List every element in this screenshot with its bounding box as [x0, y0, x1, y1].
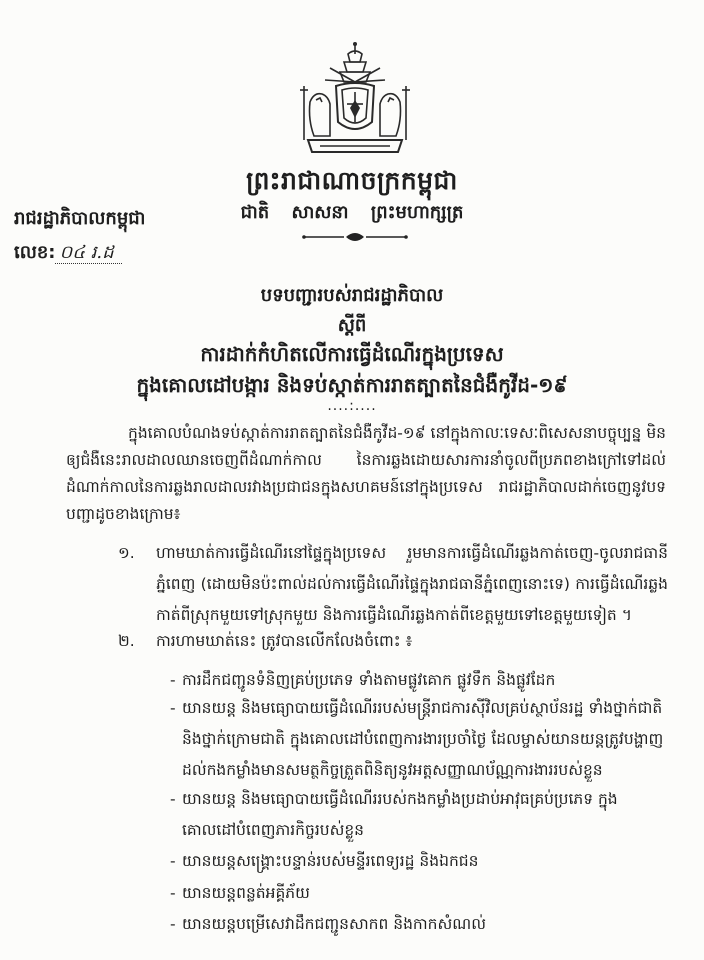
exception-text: យានយន្ត និងមធ្យោបាយធ្វើដំណើររបស់កងកម្លាំងប្រដាប់អាវុធគ្រប់ប្រភេទ ក្នុងគោលដៅបំពេញភារកិច្ចរបស់ខ្លួន	[182, 790, 618, 839]
reference-line	[14, 240, 122, 267]
divider-ornament-icon	[300, 229, 410, 245]
exception-dash: -	[170, 790, 176, 808]
exception-item	[170, 665, 666, 696]
intro-paragraph: ក្នុងគោលបំណងទប់ស្កាត់ការរាតត្បាតនៃជំងឺកូវីដ-១៩ នៅក្នុងកាលៈទេសៈពិសេសនាបច្ចុប្បន្ន មិនឲ្យជំងឺនេះរាលដាលឈានចេញពីដំណាក់កាល នៃការឆ្លងដោយសារការនាំចូលពីប្រភពខាងក្រៅទៅដល់ដំណាក់កាលនៃការឆ្លងរាលដាលរវាងប្រជាជនក្នុងសហគមន៍នៅក្នុងប្រទេស រាជរដ្ឋាភិបាលដាក់ចេញនូវបទបញ្ជាដូចខាងក្រោម៖	[66, 424, 666, 523]
issuer-name: រាជរដ្ឋាភិបាលកម្ពុជា	[14, 208, 146, 229]
title-line-1: បទបញ្ជារបស់រាជរដ្ឋាភិបាល	[260, 285, 444, 306]
title-line-4: ក្នុងគោលដៅបង្ការ និងទប់ស្កាត់ការរាតត្បាតនៃជំងឺកូវីដ-១៩	[136, 373, 568, 397]
exception-item	[170, 909, 666, 940]
exception-dash: -	[170, 852, 176, 870]
list-item-2	[118, 626, 668, 657]
exception-text: យានយន្តបម្រើសេវាដឹកជញ្ជូនសាកព និងកាកសំណល់	[182, 915, 486, 933]
list-item-text: ហាមឃាត់ការធ្វើដំណើរនៅផ្ទៃក្នុងប្រទេស រួមមានការធ្វើដំណើរឆ្លងកាត់ចេញ-ចូលរាជធានីភ្នំពេញ (ដោយមិនប៉ះពាល់ដល់ការធ្វើដំណើរផ្ទៃក្នុងរាជធានីភ្នំពេញនោះទេ) ការធ្វើដំណើរឆ្លងកាត់ពីស្រុកមួយទៅស្រុកមួយ និងការធ្វើដំណើរឆ្លងកាត់ពីខេត្តមួយទៅខេត្តមួយទៀត ។	[156, 544, 668, 624]
exception-dash: -	[170, 699, 176, 717]
title-line-3: ការដាក់កំហិតលើការធ្វើដំណើរក្នុងប្រទេស	[200, 342, 504, 366]
national-motto: ជាតិ សាសនា ព្រះមហាក្សត្រ	[240, 202, 464, 223]
exception-dash: -	[170, 671, 176, 689]
list-item-1	[118, 538, 668, 634]
royal-arms-emblem-icon	[300, 40, 410, 162]
exception-text: យានយន្តពន្លត់អគ្គីភ័យ	[182, 884, 310, 902]
exception-dash: -	[170, 915, 176, 933]
exception-item	[170, 846, 666, 877]
exception-text: ការដឹកជញ្ជូនទំនិញគ្រប់ប្រភេទ ទាំងតាមផ្លូវគោក ផ្លូវទឹក និងផ្លូវដែក	[182, 671, 556, 689]
exception-item	[170, 693, 666, 786]
list-item-number: ២.	[118, 632, 135, 650]
exception-item	[170, 784, 666, 846]
list-item-number: ១.	[118, 544, 135, 562]
exception-item	[170, 878, 666, 909]
title-separator: ....:....	[327, 398, 377, 414]
kingdom-name: ព្រះរាជាណាចក្រកម្ពុជា	[246, 166, 458, 195]
list-item-text: ការហាមឃាត់នេះ ត្រូវបានលើកលែងចំពោះ ៖	[156, 632, 413, 650]
exception-dash: -	[170, 884, 176, 902]
reference-label: លេខ:	[14, 242, 56, 263]
reference-number: ០៤ រ.ដ	[55, 242, 121, 264]
exception-text: យានយន្តសង្គ្រោះបន្ទាន់របស់មន្ទីរពេទ្យរដ្ឋ និងឯកជន	[182, 852, 479, 870]
exception-text: យានយន្ត និងមធ្យោបាយធ្វើដំណើររបស់មន្ត្រីរាជការស៊ីវិលគ្រប់ស្ថាប័នរដ្ឋ ទាំងថ្នាក់ជាតិ និងថ្នាក់ក្រោមជាតិ ក្នុងគោលដៅបំពេញការងារប្រចាំថ្ងៃ ដែលម្ចាស់យានយន្តត្រូវបង្ហាញដល់កងកម្លាំងមានសមត្ថកិច្ចត្រួតពិនិត្យនូវអត្តសញ្ញាណប័ណ្ណការងាររបស់ខ្លួន	[182, 699, 664, 779]
title-line-2: ស្តីពី	[337, 315, 367, 336]
